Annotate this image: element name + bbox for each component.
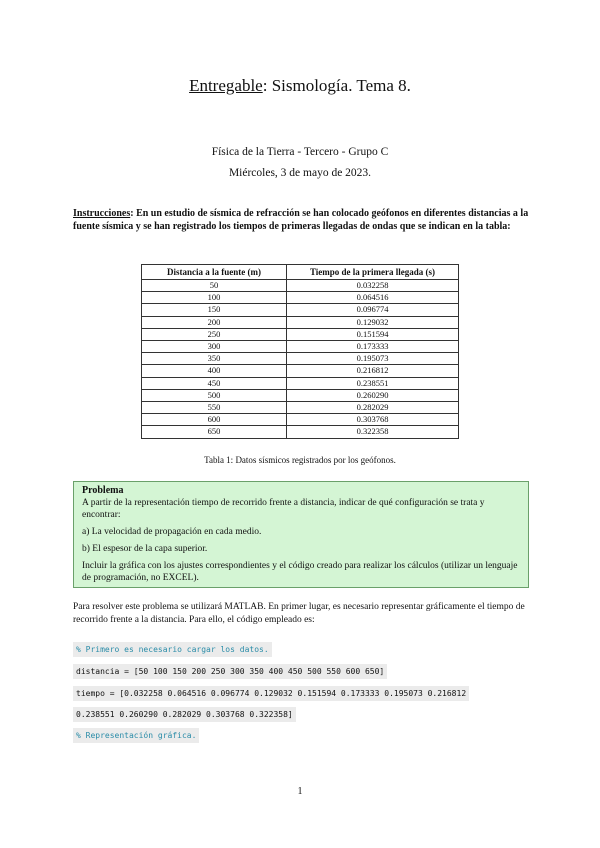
- distance-cell: 300: [142, 341, 287, 353]
- time-cell: 0.096774: [287, 304, 459, 316]
- distance-cell: 250: [142, 328, 287, 340]
- code-tiempo: tiempo = [0.032258 0.064516 0.096774 0.129032 0.151594 0.173333 0.195073 0.216812: [73, 686, 469, 701]
- table-row: [142, 341, 459, 353]
- distance-cell: 350: [142, 353, 287, 365]
- header-time: Tiempo de la primera llegada (s): [287, 265, 459, 280]
- distance-cell: 150: [142, 304, 287, 316]
- date-line: Miércoles, 3 de mayo de 2023.: [228, 167, 372, 179]
- document-title: [0, 76, 600, 96]
- problem-title: Problema: [82, 485, 124, 496]
- instructions: [73, 207, 529, 233]
- time-cell: 0.216812: [287, 365, 459, 377]
- distance-cell: 500: [142, 389, 287, 401]
- body-paragraph: Para resolver este problema se utilizará MATLAB. En primer lugar, es necesario representar gráficamente el tiempo de recorrido frente a la distancia. Para ello, el código empleado es:: [73, 602, 525, 625]
- distance-cell: 600: [142, 414, 287, 426]
- time-cell: 0.282029: [287, 402, 459, 414]
- table-row: [142, 316, 459, 328]
- course-line: Física de la Tierra - Tercero - Grupo C: [211, 146, 389, 158]
- time-cell: 0.238551: [287, 377, 459, 389]
- time-cell: 0.322358: [287, 426, 459, 438]
- table-row: [142, 365, 459, 377]
- table-row: [142, 426, 459, 438]
- table-row: [142, 389, 459, 401]
- problem-item-a: a) La velocidad de propagación en cada medio.: [82, 527, 262, 537]
- time-cell: 0.064516: [287, 292, 459, 304]
- table-caption: Tabla 1: Datos sísmicos registrados por los geófonos.: [204, 455, 396, 465]
- problem-item-b: b) El espesor de la capa superior.: [82, 544, 208, 554]
- time-cell: 0.151594: [287, 328, 459, 340]
- code-tiempo-cont: 0.238551 0.260290 0.282029 0.303768 0.322358]: [73, 707, 296, 722]
- code-distancia: distancia = [50 100 150 200 250 300 350 400 450 500 550 600 650]: [73, 664, 387, 679]
- distance-cell: 650: [142, 426, 287, 438]
- instructions-label: Instrucciones: [73, 208, 131, 219]
- time-cell: 0.173333: [287, 341, 459, 353]
- title-underlined: Entregable: [189, 76, 263, 95]
- table-row: [142, 402, 459, 414]
- time-cell: 0.303768: [287, 414, 459, 426]
- distance-cell: 400: [142, 365, 287, 377]
- code-comment-load: % Primero es necesario cargar los datos.: [73, 642, 272, 657]
- time-cell: 0.032258: [287, 280, 459, 292]
- time-cell: 0.195073: [287, 353, 459, 365]
- time-cell: 0.260290: [287, 389, 459, 401]
- instructions-text: : En un estudio de sísmica de refracción se han colocado geófonos en diferentes distancias a la fuente sísmica y se han registrado los tiempos de primeras llegadas de ondas que se indican en la tabla:: [73, 208, 529, 232]
- table-row: [142, 280, 459, 292]
- title-rest: : Sismología. Tema 8.: [262, 76, 411, 95]
- distance-cell: 50: [142, 280, 287, 292]
- distance-cell: 450: [142, 377, 287, 389]
- table-row: [142, 292, 459, 304]
- page-number: 1: [297, 786, 303, 797]
- table-row: [142, 304, 459, 316]
- table-header-row: [142, 265, 459, 280]
- distance-cell: 550: [142, 402, 287, 414]
- header-distance: Distancia a la fuente (m): [142, 265, 287, 280]
- time-cell: 0.129032: [287, 316, 459, 328]
- table-row: [142, 377, 459, 389]
- problem-box: [73, 481, 529, 588]
- distance-cell: 100: [142, 292, 287, 304]
- problem-note: Incluir la gráfica con los ajustes correspondientes y el código creado para realizar los cálculos (utilizar un lenguaje de programación, no EXCEL).: [82, 561, 518, 583]
- code-comment-plot: % Representación gráfica.: [73, 728, 199, 743]
- table-row: [142, 414, 459, 426]
- table-row: [142, 328, 459, 340]
- distance-cell: 200: [142, 316, 287, 328]
- table-row: [142, 353, 459, 365]
- seismic-data-table: [141, 264, 459, 439]
- problem-intro: A partir de la representación tiempo de recorrido frente a distancia, indicar de qué configuración se trata y encontrar:: [82, 498, 485, 520]
